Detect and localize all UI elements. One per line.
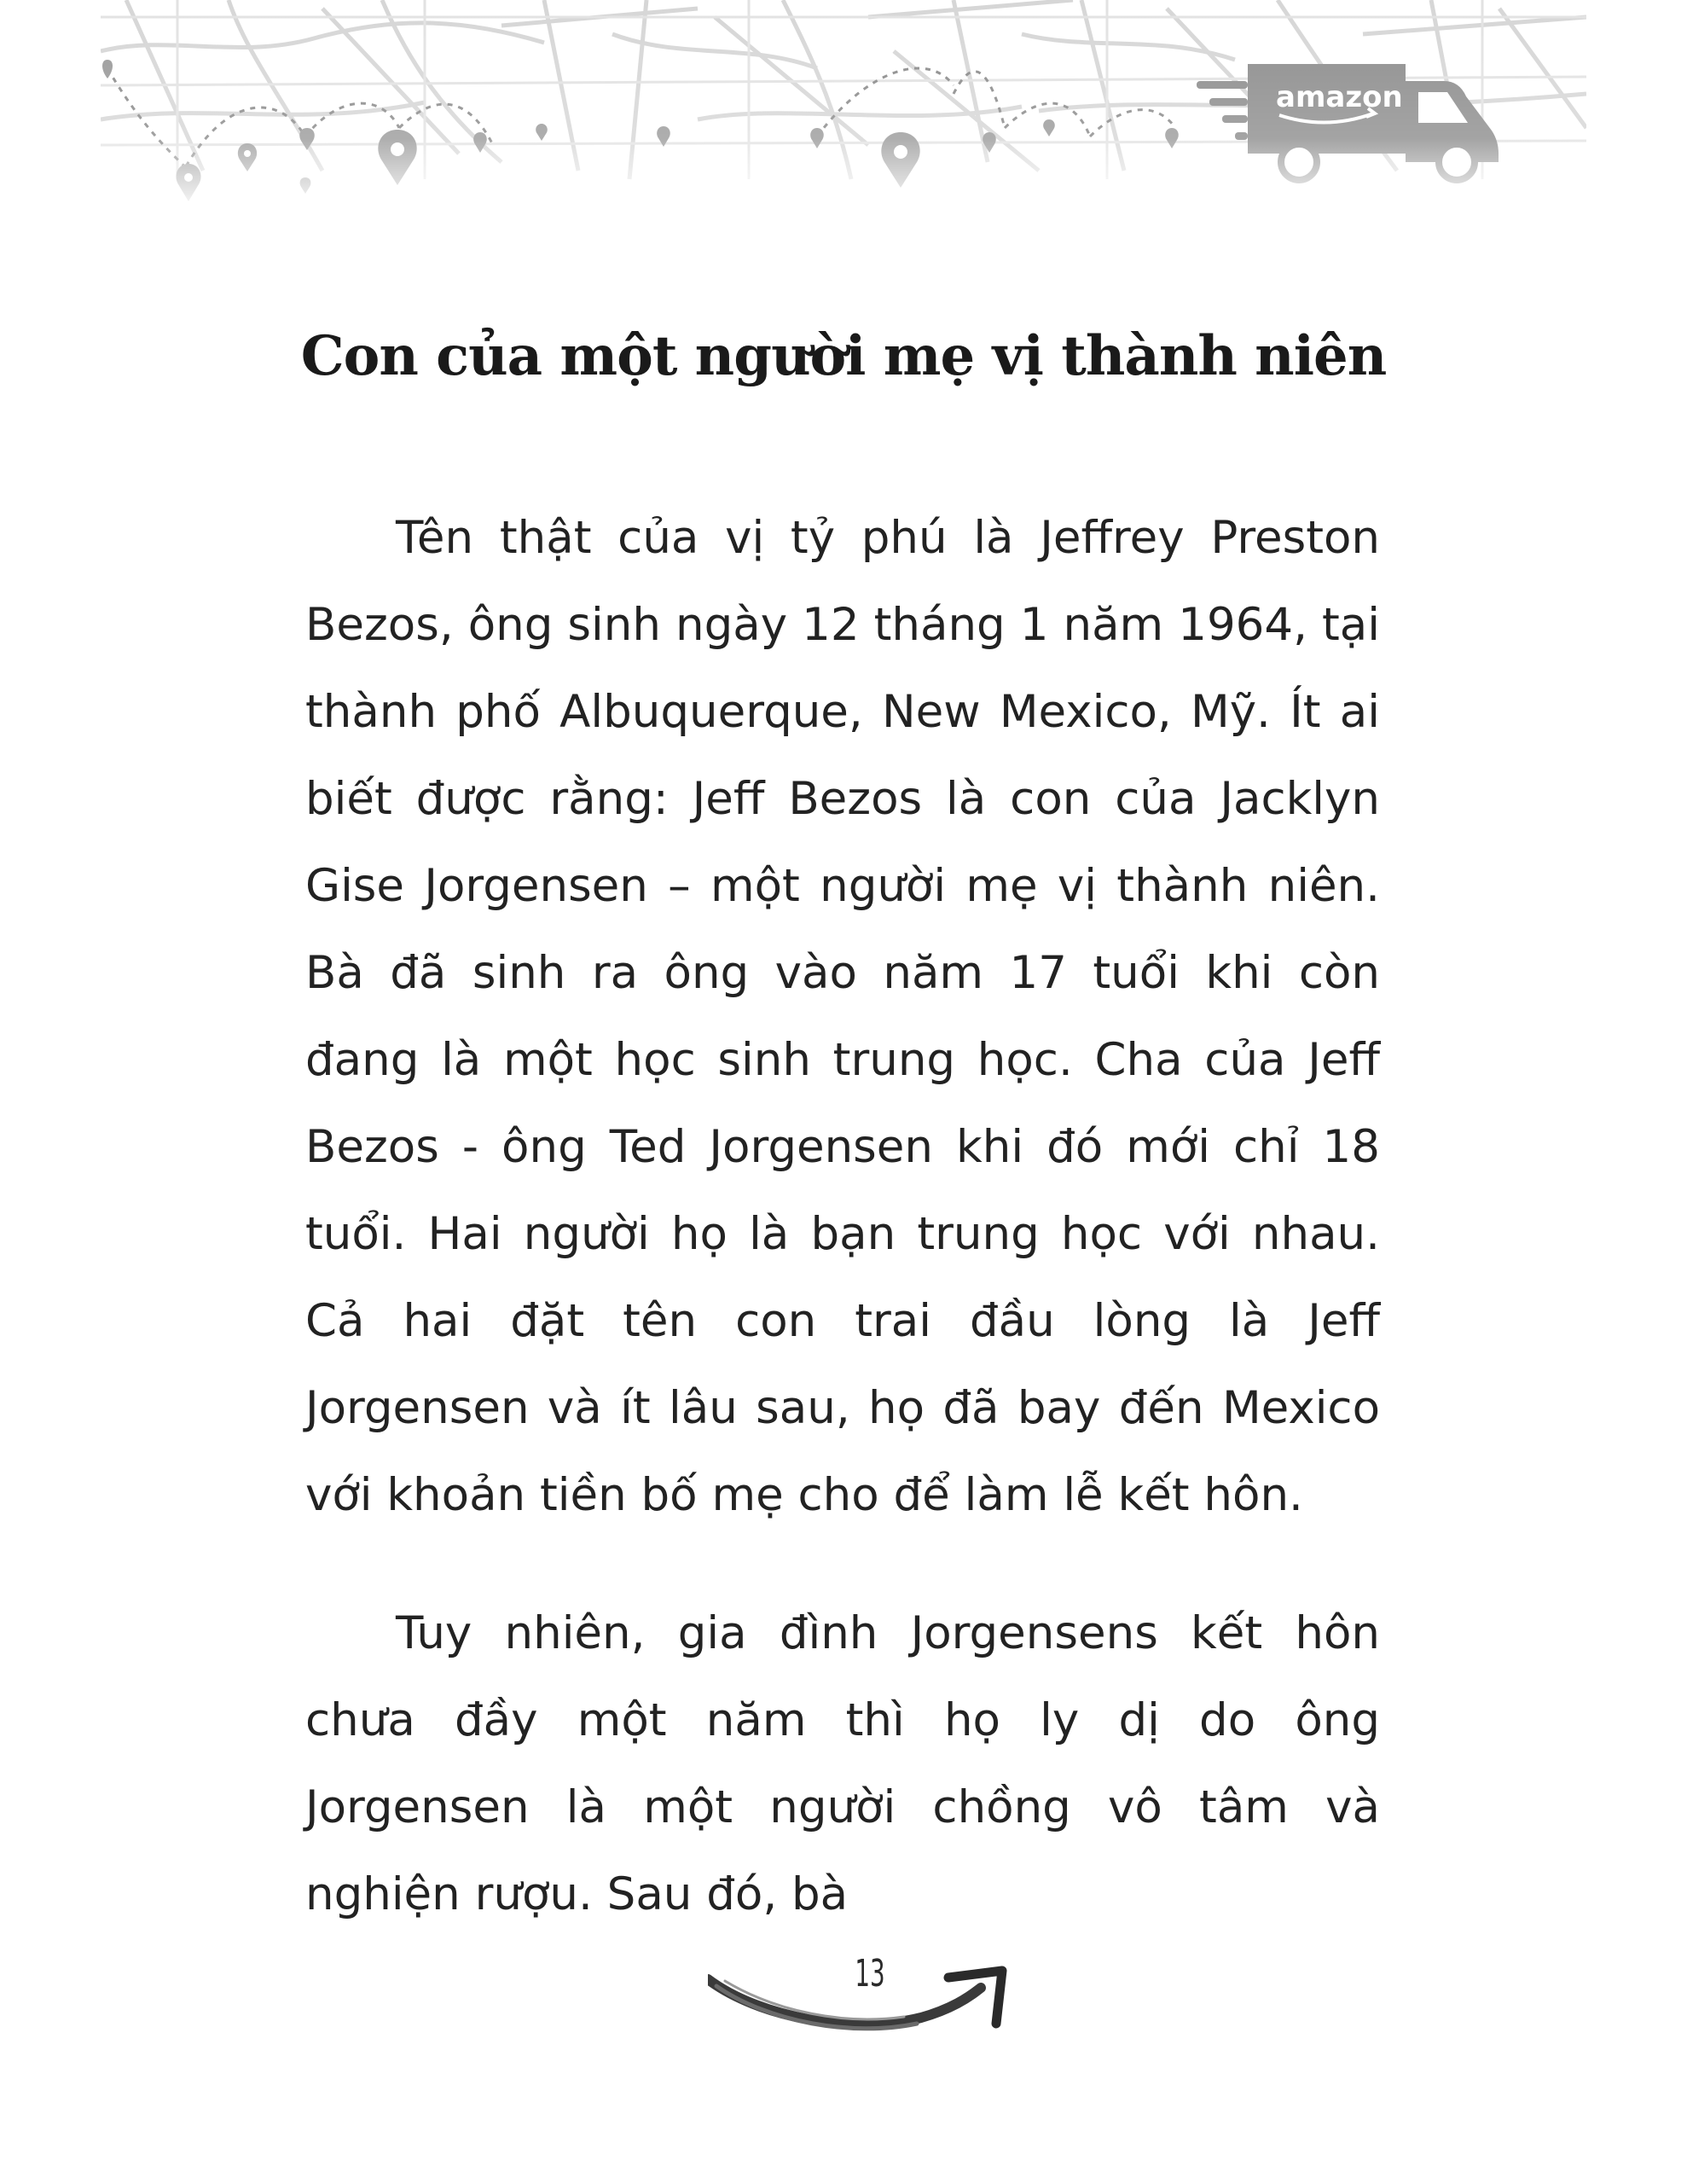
paragraph-2: Tuy nhiên, gia đình Jorgensens kết hôn chưa đầy một năm thì họ ly dị do ông Jorgensen là một người chồng vô tâm và nghiện rượu. Sau đó, bà	[305, 1607, 1380, 1920]
header-map-illustration	[101, 0, 1586, 213]
chapter-title: Con của một người mẹ vị thành niên	[300, 324, 1387, 388]
paragraph-1: Tên thật của vị tỷ phú là Jeffrey Preston Bezos, ông sinh ngày 12 tháng 1 năm 1964, tại thành phố Albuquerque, New Mexico, Mỹ. Ít ai biết được rằng: Jeff Bezos là con của Jacklyn Gise Jorgensen – một người mẹ vị thành niên. Bà đã sinh ra ông vào năm 17 tuổi khi còn đang là một học sinh trung học. Cha của Jeff Bezos - ông Ted Jorgensen khi đó mới chỉ 18 tuổi. Hai người họ là bạn trung học với nhau. Cả hai đặt tên con trai đầu lòng là Jeff Jorgensen và ít lâu sau, họ đã bay đến Mexico với khoản tiền bố mẹ cho để làm lễ kết hôn.	[305, 512, 1380, 1521]
page-number: 13	[855, 1952, 885, 1995]
